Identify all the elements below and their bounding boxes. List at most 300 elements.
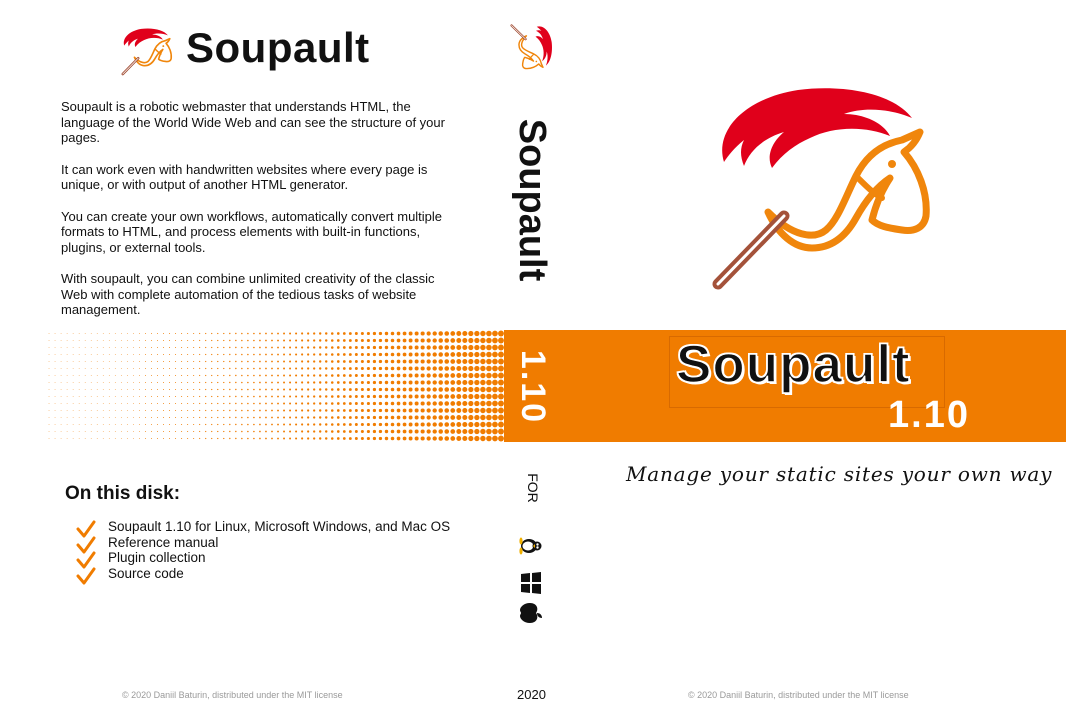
spine-title: Soupault	[511, 118, 553, 282]
halftone-dot	[319, 416, 321, 418]
halftone-dot	[139, 424, 140, 425]
halftone-dot	[486, 366, 492, 372]
halftone-dot	[421, 380, 425, 384]
halftone-dot	[115, 347, 116, 348]
halftone-dot	[127, 424, 128, 425]
halftone-dot	[91, 403, 92, 404]
halftone-dot	[474, 408, 479, 413]
halftone-dot	[265, 354, 267, 356]
halftone-dot	[444, 387, 449, 392]
halftone-dot	[373, 353, 376, 356]
halftone-dot	[61, 438, 62, 439]
halftone-dot	[409, 395, 413, 399]
halftone-dot	[277, 382, 279, 384]
halftone-dot	[259, 354, 261, 356]
halftone-dot	[379, 437, 382, 440]
halftone-dot	[157, 396, 158, 397]
halftone-dot	[169, 438, 170, 439]
halftone-dot	[409, 374, 413, 378]
halftone-dot	[337, 353, 340, 356]
halftone-dot	[355, 339, 358, 342]
halftone-dot	[391, 423, 395, 427]
halftone-dot	[421, 436, 425, 440]
halftone-dot	[145, 382, 146, 383]
halftone-dot	[265, 382, 267, 384]
description-paragraph-3: You can create your own workflows, automatically convert multiple formats to HTML, and process elements with built-in functions, plugins, or external tools.	[61, 208, 443, 255]
halftone-dot	[247, 438, 249, 440]
halftone-dot	[49, 431, 50, 432]
front-cover-title: Soupault	[676, 335, 911, 394]
halftone-dot	[151, 431, 152, 432]
halftone-dot	[217, 354, 218, 355]
halftone-dot	[415, 395, 419, 399]
halftone-dot	[61, 361, 62, 362]
halftone-dot	[385, 353, 388, 356]
halftone-dot	[438, 359, 443, 364]
halftone-dot	[271, 389, 273, 391]
halftone-dot	[331, 346, 334, 349]
halftone-dot	[391, 353, 395, 357]
halftone-dot	[175, 347, 176, 348]
halftone-dot	[343, 353, 346, 356]
halftone-dot	[343, 416, 346, 419]
halftone-dot	[217, 438, 218, 439]
halftone-dot	[361, 430, 364, 433]
halftone-dot	[103, 438, 104, 439]
halftone-dot	[289, 389, 291, 391]
halftone-dot	[235, 368, 236, 369]
halftone-dot	[301, 416, 303, 418]
halftone-dot	[91, 333, 92, 334]
halftone-dot	[331, 360, 334, 363]
halftone-dot	[49, 333, 50, 334]
halftone-dot	[301, 332, 303, 334]
halftone-dot	[450, 345, 455, 350]
halftone-dot	[151, 403, 152, 404]
halftone-dot	[480, 380, 485, 385]
halftone-dot	[163, 368, 164, 369]
halftone-dot	[73, 368, 74, 369]
halftone-dot	[247, 417, 249, 419]
halftone-dot	[109, 361, 110, 362]
halftone-dot	[343, 395, 346, 398]
halftone-dot	[61, 347, 62, 348]
halftone-dot	[253, 347, 255, 349]
halftone-dot	[474, 359, 479, 364]
halftone-dot	[121, 417, 122, 418]
halftone-dot	[367, 346, 370, 349]
halftone-dot	[211, 389, 212, 390]
halftone-dot	[67, 382, 68, 383]
halftone-dot	[325, 388, 327, 390]
halftone-dot	[361, 367, 364, 370]
halftone-dot	[343, 388, 346, 391]
halftone-dot	[283, 354, 285, 356]
halftone-dot	[271, 375, 273, 377]
halftone-dot	[337, 395, 340, 398]
halftone-dot	[85, 354, 86, 355]
halftone-dot	[319, 374, 321, 376]
halftone-dot	[199, 354, 200, 355]
halftone-dot	[121, 403, 122, 404]
halftone-dot	[474, 401, 479, 406]
halftone-dot	[115, 396, 116, 397]
halftone-dot	[55, 424, 56, 425]
halftone-dot	[492, 366, 498, 372]
halftone-dot	[415, 339, 419, 343]
halftone-dot	[73, 431, 74, 432]
halftone-dot	[331, 402, 334, 405]
halftone-dot	[115, 438, 116, 439]
halftone-dot	[283, 424, 285, 426]
halftone-dot	[211, 347, 212, 348]
halftone-dot	[391, 409, 395, 413]
halftone-dot	[67, 333, 68, 334]
halftone-dot	[385, 416, 388, 419]
list-item	[76, 550, 450, 566]
halftone-dot	[181, 375, 182, 376]
halftone-dot	[187, 361, 188, 362]
halftone-dot	[235, 354, 236, 355]
halftone-dot	[145, 347, 146, 348]
halftone-dot	[271, 410, 273, 412]
halftone-dot	[438, 394, 443, 399]
halftone-dot	[253, 333, 255, 335]
halftone-dot	[169, 375, 170, 376]
halftone-dot	[55, 361, 56, 362]
halftone-dot	[205, 431, 206, 432]
halftone-dot	[139, 417, 140, 418]
halftone-dot	[181, 424, 182, 425]
halftone-dot	[175, 396, 176, 397]
halftone-dot	[193, 340, 194, 341]
halftone-dot	[193, 396, 194, 397]
halftone-dot	[211, 438, 212, 439]
halftone-dot	[427, 436, 431, 440]
halftone-dot	[403, 339, 407, 343]
halftone-dot	[444, 352, 449, 357]
halftone-dot	[355, 437, 358, 440]
halftone-dot	[121, 354, 122, 355]
halftone-dot	[325, 423, 327, 425]
halftone-dot	[444, 429, 449, 434]
halftone-dot	[289, 361, 291, 363]
halftone-dot	[486, 338, 492, 344]
halftone-dot	[157, 403, 158, 404]
halftone-dot	[337, 381, 340, 384]
halftone-dot	[415, 416, 419, 420]
halftone-dot	[151, 410, 152, 411]
list-item	[76, 566, 450, 582]
halftone-dot	[289, 382, 291, 384]
halftone-dot	[247, 375, 249, 377]
halftone-dot	[85, 382, 86, 383]
halftone-dot	[139, 396, 140, 397]
halftone-dot	[271, 424, 273, 426]
halftone-dot	[433, 338, 437, 342]
halftone-dot	[307, 332, 309, 334]
halftone-dot	[127, 417, 128, 418]
halftone-dot	[247, 403, 249, 405]
halftone-dot	[325, 367, 327, 369]
halftone-dot	[349, 360, 352, 363]
halftone-dot	[462, 345, 467, 350]
halftone-dot	[73, 333, 74, 334]
halftone-dot	[55, 333, 56, 334]
halftone-dot	[355, 416, 358, 419]
halftone-dot	[181, 354, 182, 355]
halftone-dot	[474, 331, 479, 336]
halftone-dot	[175, 424, 176, 425]
halftone-dot	[397, 423, 401, 427]
list-item	[76, 519, 450, 535]
halftone-dot	[61, 424, 62, 425]
halftone-dot	[145, 368, 146, 369]
halftone-dot	[391, 402, 395, 406]
halftone-dot	[444, 394, 449, 399]
halftone-dot	[103, 354, 104, 355]
halftone-dot	[480, 387, 485, 392]
halftone-dot	[361, 423, 364, 426]
halftone-dot	[211, 333, 212, 334]
halftone-dot	[355, 402, 358, 405]
halftone-dot	[409, 367, 413, 371]
halftone-dot	[223, 347, 224, 348]
halftone-dot	[229, 438, 230, 439]
halftone-dot	[115, 361, 116, 362]
halftone-dot	[127, 340, 128, 341]
halftone-dot	[492, 359, 498, 365]
halftone-dot	[331, 381, 334, 384]
halftone-dot	[85, 396, 86, 397]
halftone-dot	[277, 354, 279, 356]
halftone-dot	[49, 340, 50, 341]
halftone-dot	[115, 382, 116, 383]
disk-item-label: Soupault 1.10 for Linux, Microsoft Windows, and Mac OS	[108, 519, 451, 534]
halftone-dot	[103, 431, 104, 432]
halftone-dot	[67, 361, 68, 362]
halftone-dot	[337, 437, 340, 440]
halftone-dot	[427, 366, 431, 370]
halftone-dot	[468, 373, 473, 378]
halftone-dot	[253, 375, 255, 377]
halftone-dot	[349, 346, 352, 349]
halftone-dot	[433, 352, 437, 356]
halftone-dot	[241, 417, 243, 419]
halftone-dot	[373, 332, 376, 335]
halftone-dot	[319, 367, 321, 369]
description-paragraph-4: With soupault, you can combine unlimited creativity of the classic Web with complete automation of the tedious tasks of website management.	[61, 271, 435, 317]
halftone-dot	[427, 429, 431, 433]
halftone-dot	[295, 430, 297, 432]
halftone-dot	[480, 366, 485, 371]
halftone-dot	[492, 331, 498, 337]
halftone-dot	[253, 424, 255, 426]
halftone-dot	[211, 354, 212, 355]
halftone-dot	[480, 345, 485, 350]
halftone-dot	[337, 346, 340, 349]
halftone-dot	[79, 410, 80, 411]
halftone-dot	[462, 429, 467, 434]
halftone-dot	[61, 375, 62, 376]
halftone-dot	[223, 417, 224, 418]
halftone-dot	[169, 410, 170, 411]
halftone-dot	[450, 387, 455, 392]
halftone-dot	[295, 332, 297, 334]
halftone-dot	[73, 354, 74, 355]
halftone-dot	[73, 389, 74, 390]
halftone-dot	[444, 380, 449, 385]
halftone-dot	[247, 389, 249, 391]
halftone-dot	[415, 367, 419, 371]
halftone-dot	[205, 438, 206, 439]
halftone-dot	[349, 353, 352, 356]
halftone-dot	[139, 431, 140, 432]
halftone-dot	[85, 410, 86, 411]
halftone-dot	[271, 361, 273, 363]
halftone-dot	[157, 347, 158, 348]
halftone-dot	[193, 424, 194, 425]
halftone-dot	[223, 403, 224, 404]
halftone-dot	[492, 373, 498, 379]
halftone-dot	[85, 368, 86, 369]
halftone-dot	[474, 394, 479, 399]
halftone-dot	[283, 417, 285, 419]
halftone-dot	[157, 368, 158, 369]
halftone-dot	[415, 437, 419, 441]
halftone-dot	[486, 352, 492, 358]
halftone-dot	[337, 388, 340, 391]
halftone-dot	[373, 423, 376, 426]
halftone-dot	[486, 331, 492, 337]
halftone-dot	[91, 396, 92, 397]
halftone-dot	[85, 438, 86, 439]
halftone-dot	[367, 339, 370, 342]
halftone-dot	[199, 389, 200, 390]
halftone-dot	[409, 437, 413, 441]
halftone-dot	[462, 415, 467, 420]
halftone-dot	[49, 424, 50, 425]
halftone-dot	[355, 374, 358, 377]
halftone-dot	[492, 380, 498, 386]
halftone-dot	[337, 367, 340, 370]
halftone-dot	[421, 373, 425, 377]
halftone-dot	[403, 360, 407, 364]
halftone-dot	[127, 396, 128, 397]
halftone-dot	[181, 389, 182, 390]
halftone-dot	[187, 340, 188, 341]
halftone-dot	[205, 333, 206, 334]
halftone-dot	[397, 416, 401, 420]
halftone-dot	[157, 389, 158, 390]
halftone-dot	[163, 424, 164, 425]
halftone-dot	[229, 361, 230, 362]
halftone-dot	[289, 333, 291, 335]
halftone-dot	[139, 354, 140, 355]
halftone-dot	[97, 347, 98, 348]
halftone-dot	[151, 375, 152, 376]
halftone-dot	[343, 367, 346, 370]
halftone-dot	[391, 430, 395, 434]
halftone-dot	[145, 354, 146, 355]
halftone-dot	[433, 373, 437, 377]
halftone-dot	[289, 375, 291, 377]
halftone-dot	[277, 403, 279, 405]
halftone-dot	[139, 382, 140, 383]
halftone-dot	[103, 340, 104, 341]
halftone-dot	[301, 430, 303, 432]
halftone-dot	[319, 430, 321, 432]
halftone-dot	[421, 394, 425, 398]
halftone-dot	[127, 354, 128, 355]
halftone-dot	[169, 389, 170, 390]
halftone-dot	[253, 417, 255, 419]
halftone-dot	[361, 360, 364, 363]
halftone-dot	[301, 339, 303, 341]
halftone-dot	[355, 395, 358, 398]
halftone-dot	[193, 431, 194, 432]
halftone-dot	[355, 430, 358, 433]
halftone-dot	[307, 374, 309, 376]
halftone-dot	[265, 431, 267, 433]
halftone-dot	[127, 438, 128, 439]
halftone-dot	[361, 346, 364, 349]
halftone-dot	[313, 416, 315, 418]
halftone-dot	[199, 340, 200, 341]
halftone-dot	[241, 438, 243, 440]
halftone-dot	[205, 403, 206, 404]
halftone-dot	[289, 438, 291, 440]
halftone-dot	[403, 367, 407, 371]
halftone-dot	[438, 338, 443, 343]
halftone-dot	[229, 424, 230, 425]
halftone-dot	[403, 346, 407, 350]
halftone-dot	[421, 429, 425, 433]
halftone-dot	[67, 375, 68, 376]
halftone-dot	[265, 396, 267, 398]
halftone-dot	[91, 424, 92, 425]
halftone-dot	[121, 389, 122, 390]
halftone-dot	[295, 416, 297, 418]
halftone-dot	[67, 403, 68, 404]
halftone-dot	[403, 395, 407, 399]
halftone-dot	[109, 333, 110, 334]
halftone-dot	[391, 332, 395, 336]
halftone-dot	[241, 431, 243, 433]
halftone-dot	[97, 424, 98, 425]
halftone-dot	[145, 410, 146, 411]
halftone-dot	[217, 382, 218, 383]
halftone-dot	[415, 402, 419, 406]
halftone-dot	[97, 431, 98, 432]
halftone-dot	[247, 368, 249, 370]
halftone-dot	[367, 332, 370, 335]
halftone-dot	[415, 374, 419, 378]
halftone-dot	[223, 396, 224, 397]
halftone-dot	[151, 361, 152, 362]
halftone-dot	[223, 354, 224, 355]
halftone-dot	[474, 422, 479, 427]
halftone-dot	[253, 396, 255, 398]
halftone-dot	[157, 375, 158, 376]
halftone-dot	[199, 333, 200, 334]
halftone-dot	[307, 381, 309, 383]
halftone-dot	[67, 354, 68, 355]
halftone-dot	[373, 388, 376, 391]
halftone-dot	[211, 396, 212, 397]
halftone-dot	[313, 388, 315, 390]
halftone-dot	[379, 367, 382, 370]
